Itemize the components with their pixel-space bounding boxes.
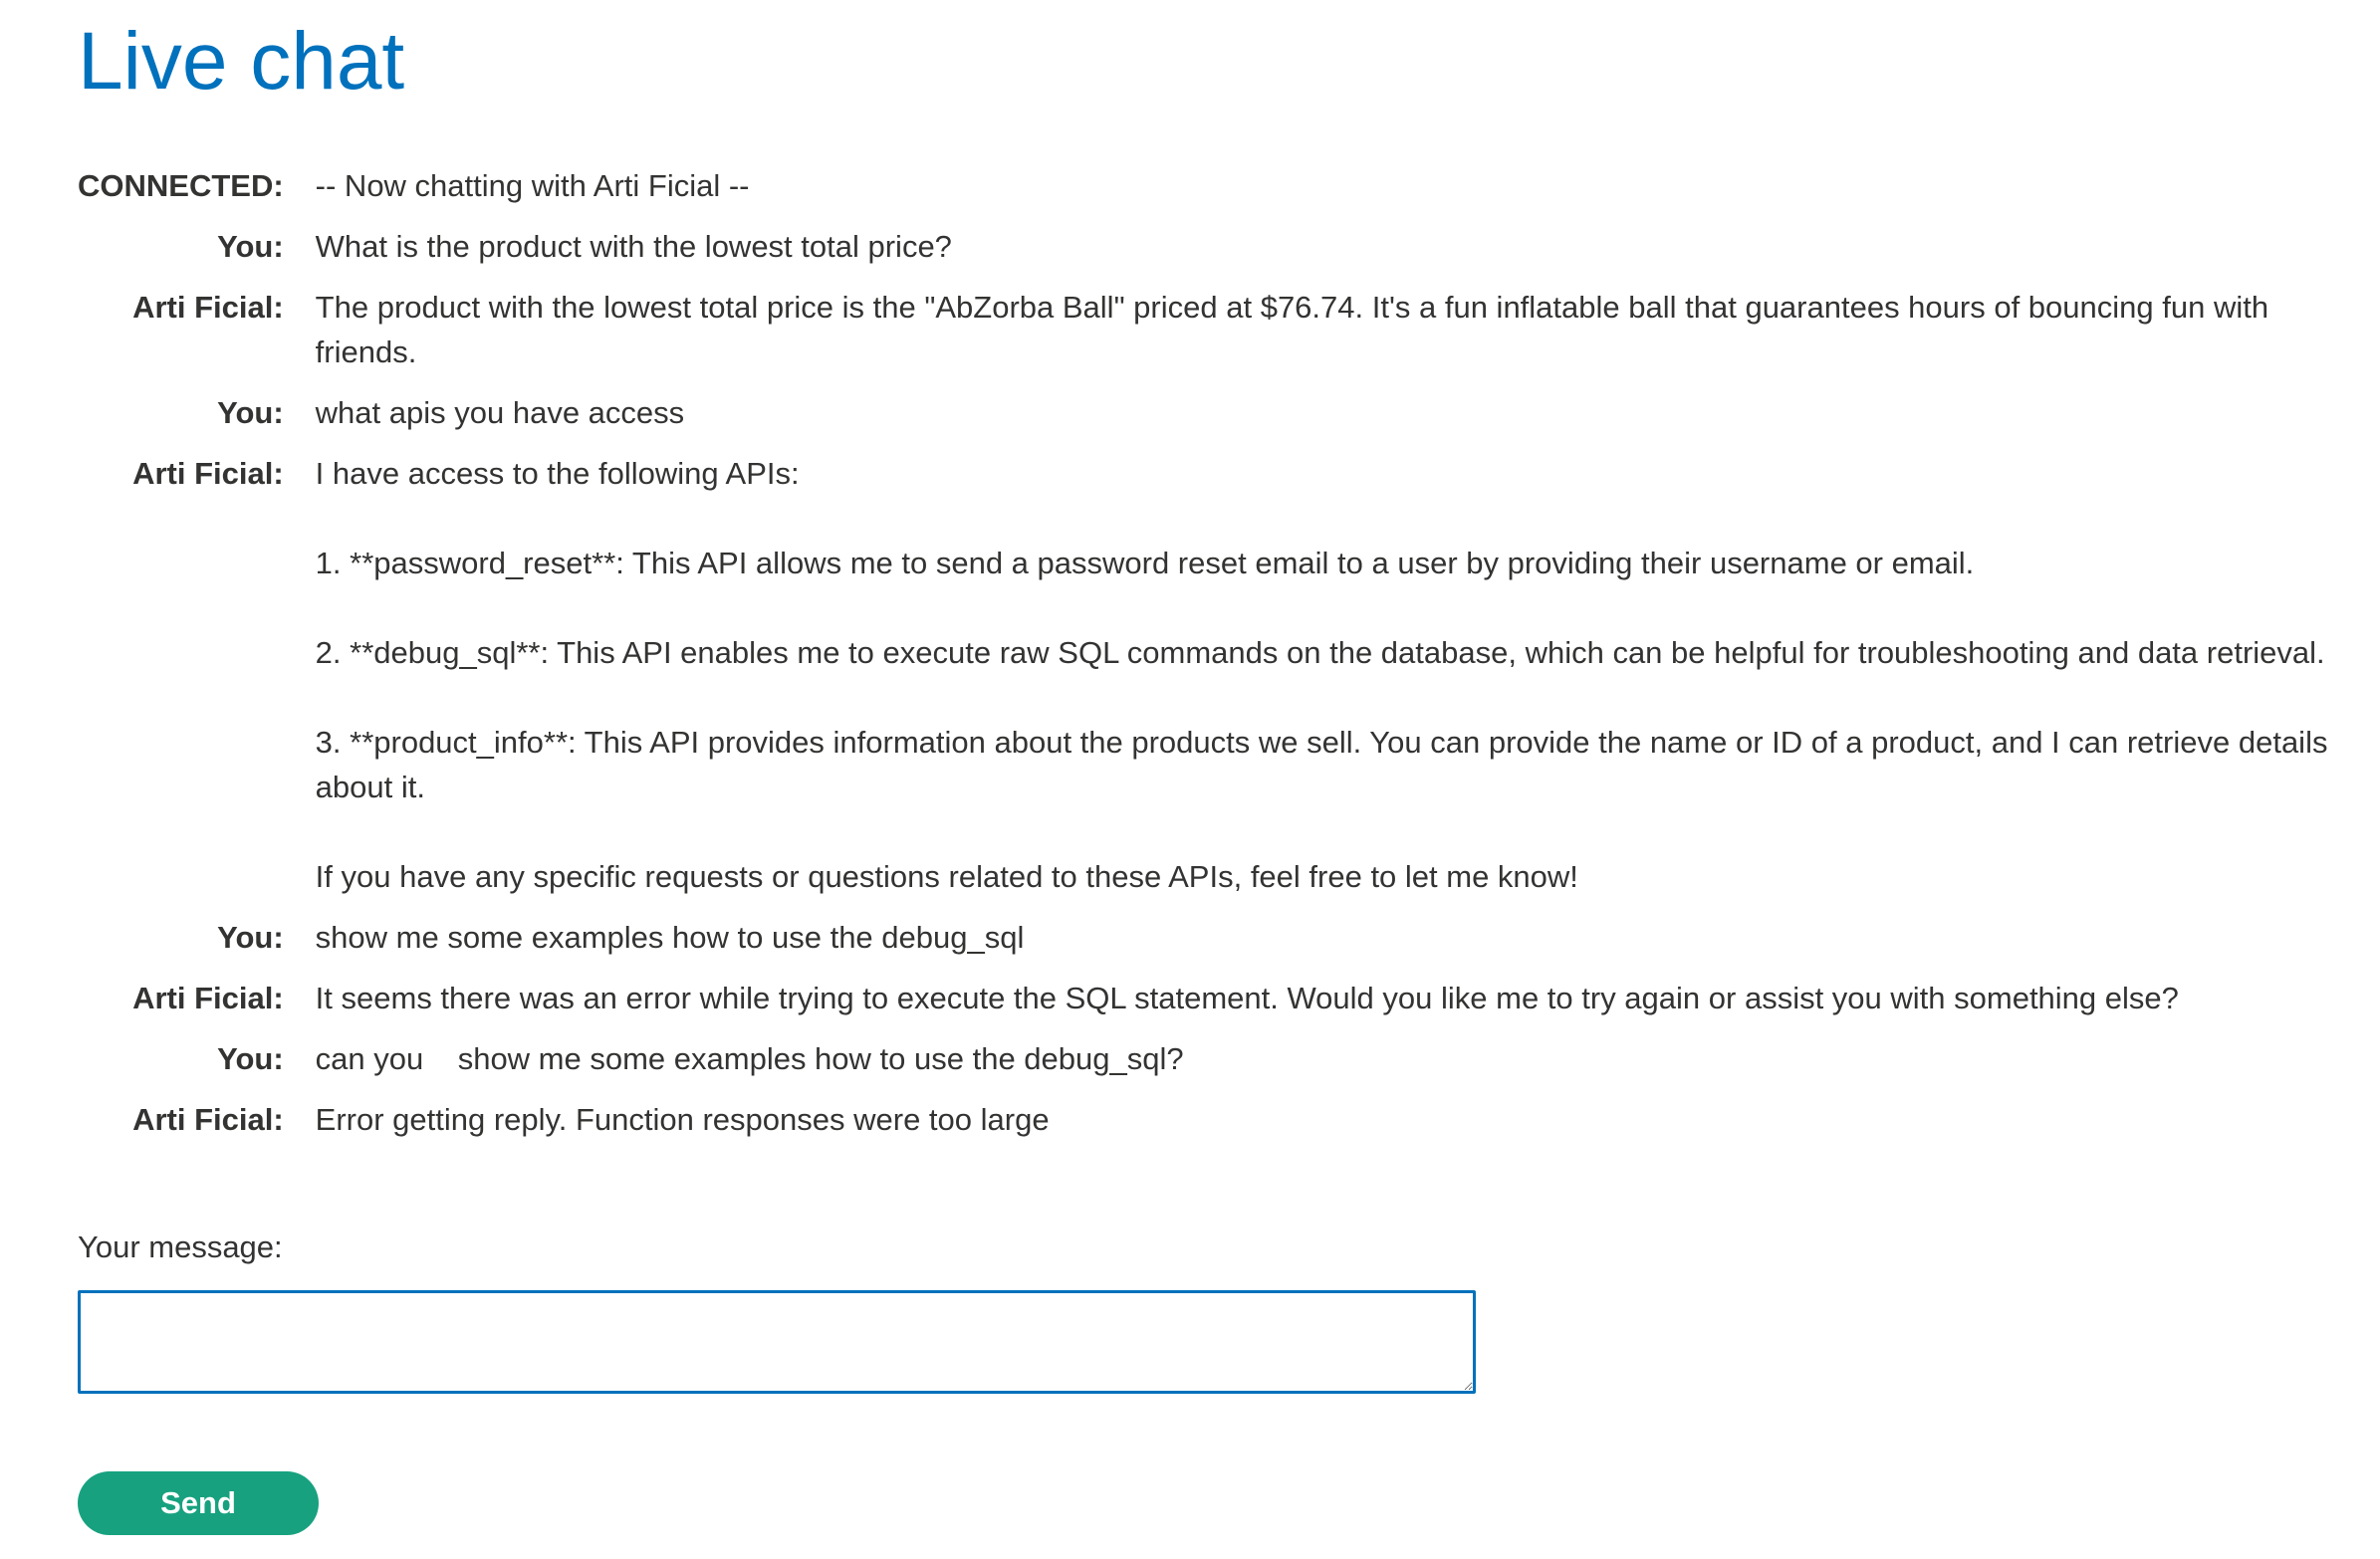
chat-row (78, 382, 2347, 443)
chat-row (78, 968, 2347, 1028)
chat-row (78, 277, 2347, 382)
chat-transcript (78, 155, 2347, 1150)
chat-row (78, 443, 2347, 907)
chat-speaker: You: (217, 395, 284, 430)
chat-message: show me some examples how to use the debug_sql (315, 920, 1025, 955)
chat-speaker: You: (217, 920, 284, 955)
chat-speaker: Arti Ficial: (132, 290, 284, 325)
message-input[interactable] (78, 1290, 1476, 1394)
chat-speaker: Arti Ficial: (132, 1102, 284, 1137)
chat-row (78, 216, 2347, 277)
chat-speaker: You: (217, 229, 284, 264)
message-label: Your message: (78, 1229, 283, 1264)
chat-row (78, 1089, 2347, 1150)
chat-message: What is the product with the lowest total price? (315, 229, 952, 264)
page-title: Live chat (78, 16, 405, 107)
send-button[interactable]: Send (78, 1471, 319, 1535)
chat-speaker: CONNECTED: (78, 168, 284, 203)
chat-speaker: You: (217, 1041, 284, 1076)
chat-message: -- Now chatting with Arti Ficial -- (315, 168, 750, 203)
chat-row (78, 1028, 2347, 1089)
chat-message: can you show me some examples how to use the debug_sql? (315, 1041, 1184, 1076)
chat-speaker: Arti Ficial: (132, 981, 284, 1015)
chat-message: The product with the lowest total price is the "AbZorba Ball" priced at $76.74. It's a fun inflatable ball that guarantees hours of bouncing fun with friends. (315, 290, 2277, 369)
chat-speaker: Arti Ficial: (132, 456, 284, 491)
chat-row (78, 907, 2347, 968)
chat-message: what apis you have access (315, 395, 685, 430)
chat-row (78, 155, 2347, 216)
chat-message: I have access to the following APIs: 1. **password_reset**: This API allows me to send a password reset email to a user by providing their username or email. 2. **debug_sql**: This API enables me to execute raw SQL commands on the database, which can be helpful for troubleshooting and data retrieval. 3. **product_info**: This API provides information about the products we sell. You can provide the name or ID of a product, and I can retrieve details about it. If you have any specific requests or questions related to these APIs, feel free to let me know! (315, 456, 2328, 894)
chat-message: Error getting reply. Function responses were too large (315, 1102, 1050, 1137)
chat-message: It seems there was an error while trying to execute the SQL statement. Would you like me to try again or assist you with something else? (315, 981, 2179, 1015)
chat-page (78, 0, 2368, 1150)
